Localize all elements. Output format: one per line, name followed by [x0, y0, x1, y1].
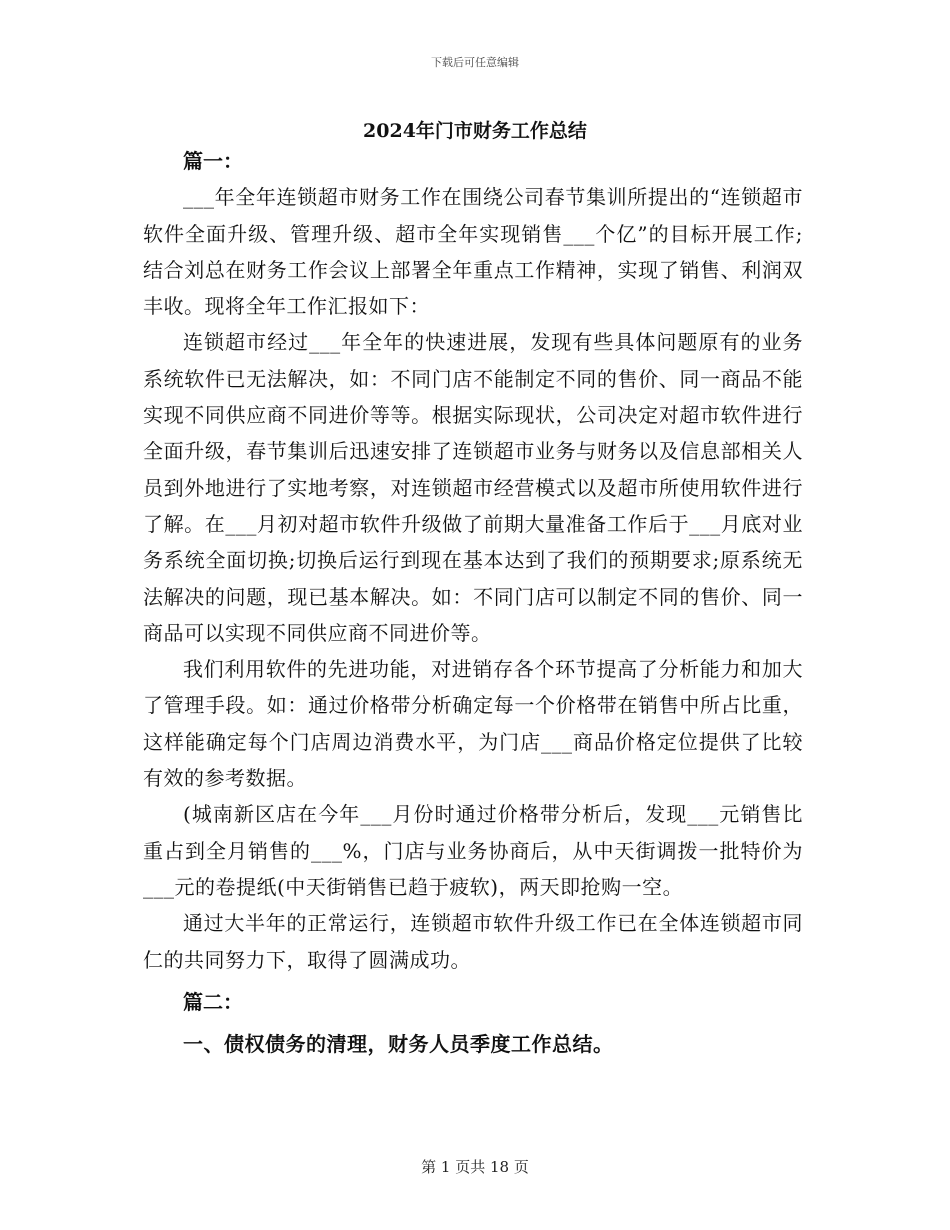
paragraph: 我们利用软件的先进功能，对进销存各个环节提高了分析能力和加大了管理手段。如：通过价格带分析确定每一个价格带在销售中所占比重，这样能确定每个门店周边消费水平，为门店___商品价格定位提供了比较有效的参考数据。	[143, 657, 803, 791]
document-body	[143, 143, 803, 1062]
document-title: 2024年门市财务工作总结	[363, 120, 587, 142]
paragraph: 通过大半年的正常运行，连锁超市软件升级工作已在全体连锁超市同仁的共同努力下，取得了圆满成功。	[143, 911, 803, 972]
paragraph: (城南新区店在今年___月份时通过价格带分析后，发现___元销售比重占到全月销售的___%，门店与业务协商后，从中天街调拨一批特价为___元的卷提纸(中天街销售已趋于疲软)，两天即抢购一空。	[143, 802, 803, 899]
paragraph: ___年全年连锁超市财务工作在围绕公司春节集训所提出的“连锁超市软件全面升级、管理升级、超市全年实现销售___个亿”的目标开展工作;结合刘总在财务工作会议上部署全年重点工作精神，实现了销售、利润双丰收。现将全年工作汇报如下：	[143, 185, 803, 319]
section-heading-1: 篇一：	[183, 149, 243, 173]
subheading: 一、债权债务的清理，财务人员季度工作总结。	[183, 1032, 614, 1057]
section-heading-2: 篇二：	[183, 989, 243, 1014]
header-note: 下载后可任意编辑	[431, 56, 519, 69]
paragraph: 连锁超市经过___年全年的快速进展，发现有些具体问题原有的业务系统软件已无法解决，如：不同门店不能制定不同的售价、同一商品不能实现不同供应商不同进价等等。根据实际现状，公司决定对超市软件进行全面升级，春节集训后迅速安排了连锁超市业务与财务以及信息部相关人员到外地进行了实地考察，对连锁超市经营模式以及超市所使用软件进行了解。在___月初对超市软件升级做了前期大量准备工作后于___月底对业务系统全面切换;切换后运行到现在基本达到了我们的预期要求;原系统无法解决的问题，现已基本解决。如：不同门店可以制定不同的售价、同一商品可以实现不同供应商不同进价等。	[143, 330, 803, 645]
page-number: 第 1 页共 18 页	[421, 1158, 529, 1176]
